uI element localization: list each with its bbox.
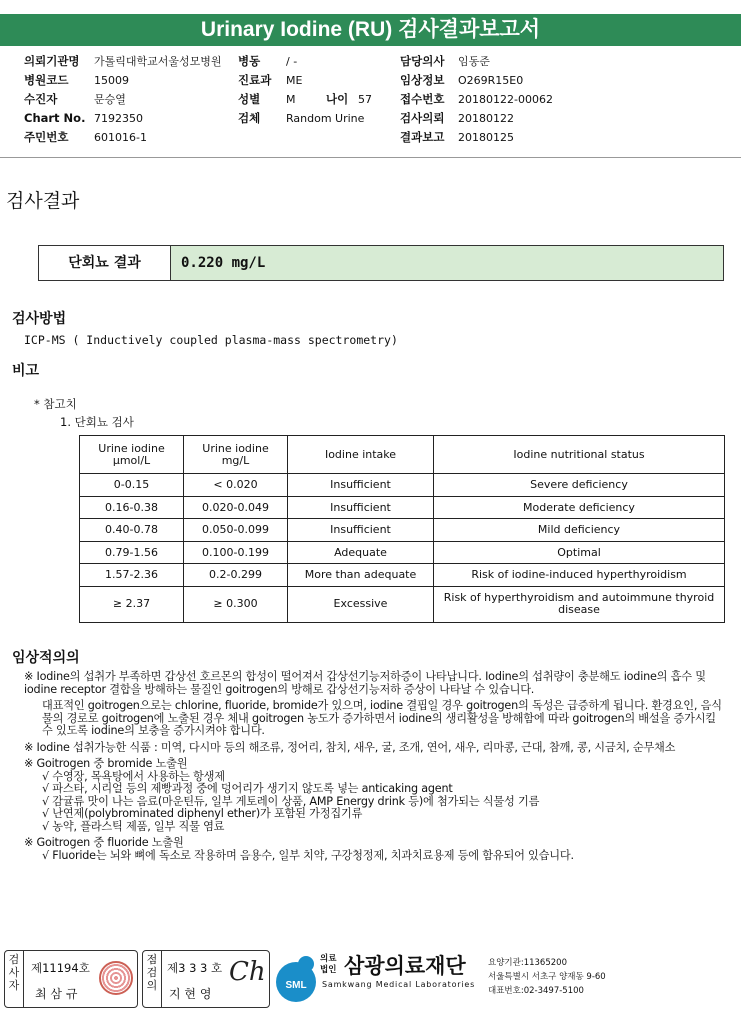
- reviewer-label: 점검의: [146, 953, 158, 992]
- inspector-name: 최 삼 규: [35, 987, 78, 1001]
- col-header: Urine iodine μmol/L: [80, 436, 184, 474]
- reviewer-name: 지 현 영: [169, 987, 212, 1001]
- org-code: 요양기관:11365200: [488, 958, 567, 968]
- table-cell: 1.57-2.36: [80, 564, 184, 587]
- table-cell: Mild deficiency: [434, 519, 725, 542]
- signature: Ch: [229, 957, 266, 987]
- reviewer-box: [142, 950, 270, 1008]
- col-header: Iodine nutritional status: [434, 436, 725, 474]
- result-value: 0.220 mg/L: [171, 246, 723, 280]
- bromide-title: ※ Goitrogen 중 bromide 노출원: [24, 757, 188, 770]
- list-item: √ 파스타, 시리얼 등의 제빵과정 중에 덩어리가 생기지 않도록 넣는 anticaking agent: [42, 782, 453, 795]
- table-cell: < 0.020: [184, 474, 288, 497]
- org-name: 삼광의료재단: [344, 954, 466, 978]
- footer: [4, 950, 737, 1010]
- table-cell: Moderate deficiency: [434, 496, 725, 519]
- inspector-number: 제11194호: [31, 961, 90, 975]
- table-cell: ≥ 0.300: [184, 586, 288, 622]
- method-text: ICP-MS ( Inductively coupled plasma-mass spectrometry): [24, 333, 398, 347]
- info-row: 검사의뢰 20180122: [400, 111, 514, 125]
- food-list: ※ Iodine 섭취가능한 식품 : 미역, 다시마 등의 해조류, 정어리, 참치, 새우, 굴, 조개, 연어, 새우, 리마콩, 근대, 참깨, 콩, 시금치, 순무채소: [24, 740, 676, 754]
- org-phone: 대표번호:02-3497-5100: [488, 986, 584, 996]
- info-row: 검체 Random Urine: [238, 111, 365, 125]
- remarks-heading: 비고: [12, 363, 40, 379]
- list-item: √ 농약, 플라스틱 제품, 일부 직물 염료: [42, 819, 225, 833]
- table-cell: 0-0.15: [80, 474, 184, 497]
- table-cell: Severe deficiency: [434, 474, 725, 497]
- table-cell: 0.79-1.56: [80, 541, 184, 564]
- info-row: Chart No. 7192350: [24, 111, 143, 125]
- info-row: 병동 / -: [238, 54, 298, 68]
- info-col-2: [238, 52, 372, 128]
- table-cell: Optimal: [434, 541, 725, 564]
- info-row: 의뢰기관명 가톨릭대학교서울성모병원: [24, 54, 222, 68]
- org-address: 서울특별시 서초구 양재동 9-60: [488, 972, 606, 982]
- clinical-body: [24, 671, 724, 862]
- table-cell: 0.2-0.299: [184, 564, 288, 587]
- table-row: [80, 586, 725, 622]
- org-prefix: 의료 법인: [320, 954, 337, 975]
- info-row: 임상정보 O269R15E0: [400, 73, 524, 87]
- divider: [23, 951, 24, 1007]
- clinical-heading: 임상적의의: [12, 650, 80, 666]
- fluoride-title: ※ Goitrogen 중 fluoride 노출원: [24, 836, 184, 849]
- info-row: 주민번호 601016-1: [24, 130, 147, 144]
- report-title: Urinary Iodine (RU) 검사결과보고서: [0, 14, 741, 46]
- ref-subtitle: 1. 단회뇨 검사: [60, 415, 134, 429]
- inspector-label: 검사자: [8, 953, 20, 992]
- table-cell: Excessive: [288, 586, 434, 622]
- info-row: 담당의사 임동준: [400, 54, 490, 68]
- info-col-1: [24, 52, 222, 147]
- table-row: [80, 564, 725, 587]
- table-cell: Insufficient: [288, 474, 434, 497]
- logo-text: SML: [285, 980, 307, 991]
- clinical-paragraph: 대표적인 goitrogen으로는 chlorine, fluoride, bromide가 있으며, iodine 결핍일 경우 goitrogen의 독성은 급증하게 됩니다. 환경요인, 음식물의 경로로 goitrogen에 노출된 경우 체내 goitrogen 농도가 증가하면서 iodine의 생리활성을 방해함에 따라 goitrogen의 배설을 증가시킬 수 있도록 iodine의 보충을 증가시켜야 합니다.: [42, 699, 722, 737]
- reviewer-number: 제3 3 3 호: [167, 961, 223, 975]
- org-logo: [272, 952, 320, 1004]
- table-cell: 0.020-0.049: [184, 496, 288, 519]
- clinical-paragraph: ※ Iodine의 섭취가 부족하면 갑상선 호르몬의 합성이 떨어져서 갑상선기능저하증이 나타납니다. Iodine의 섭취량이 충분해도 iodine의 흡수 및 iodine receptor 결합을 방해하는 물질인 goitrogen의 방해로 갑상선기능저하 증상이 나타날 수 있습니다.: [24, 670, 706, 696]
- table-row: [80, 474, 725, 497]
- list-item: √ 난연제(polybrominated diphenyl ether)가 포함된 가정집기류: [42, 807, 363, 820]
- info-row: 성별 M 나이 57: [238, 92, 372, 106]
- sml-logo-icon: [272, 952, 320, 1004]
- table-row: [80, 519, 725, 542]
- divider: [161, 951, 162, 1007]
- result-box: [38, 245, 724, 281]
- results-heading: 검사결과: [6, 190, 80, 212]
- col-header: Iodine intake: [288, 436, 434, 474]
- table-cell: Insufficient: [288, 496, 434, 519]
- table-cell: Insufficient: [288, 519, 434, 542]
- table-cell: Risk of iodine-induced hyperthyroidism: [434, 564, 725, 587]
- seal-stamp-icon: [99, 961, 133, 995]
- info-col-3: [400, 52, 553, 147]
- table-cell: 0.16-0.38: [80, 496, 184, 519]
- org-english: Samkwang Medical Laboratories: [322, 980, 476, 989]
- info-row: 진료과 ME: [238, 73, 303, 87]
- table-cell: Adequate: [288, 541, 434, 564]
- header-divider: [0, 157, 741, 158]
- table-cell: ≥ 2.37: [80, 586, 184, 622]
- table-header-row: [80, 436, 725, 474]
- result-label: 단회뇨 결과: [39, 246, 171, 280]
- table-cell: More than adequate: [288, 564, 434, 587]
- table-row: [80, 541, 725, 564]
- table-cell: 0.100-0.199: [184, 541, 288, 564]
- table-cell: Risk of hyperthyroidism and autoimmune thyroid disease: [434, 586, 725, 622]
- reference-table: [79, 435, 725, 623]
- list-item: √ 수영장, 목욕탕에서 사용하는 항생제: [42, 769, 225, 783]
- info-row: 결과보고 20180125: [400, 130, 514, 144]
- col-header: Urine iodine mg/L: [184, 436, 288, 474]
- inspector-box: [4, 950, 138, 1008]
- list-item: √ 감귤류 맛이 나는 음료(마운틴듀, 일부 게토레이 상품, AMP Energy drink 등)에 첨가되는 식물성 기름: [42, 794, 540, 808]
- table-cell: 0.050-0.099: [184, 519, 288, 542]
- method-heading: 검사방법: [12, 311, 67, 327]
- list-item: √ Fluoride는 뇌와 뼈에 독소로 작용하며 음용수, 일부 치약, 구강청정제, 치과치료용제 등에 함유되어 있습니다.: [42, 848, 574, 862]
- ref-title: * 참고치: [34, 397, 77, 411]
- info-row: 수진자 문승열: [24, 92, 126, 106]
- info-row: 접수번호 20180122-00062: [400, 92, 553, 106]
- info-row: 병원코드 15009: [24, 73, 129, 87]
- table-row: [80, 496, 725, 519]
- table-cell: 0.40-0.78: [80, 519, 184, 542]
